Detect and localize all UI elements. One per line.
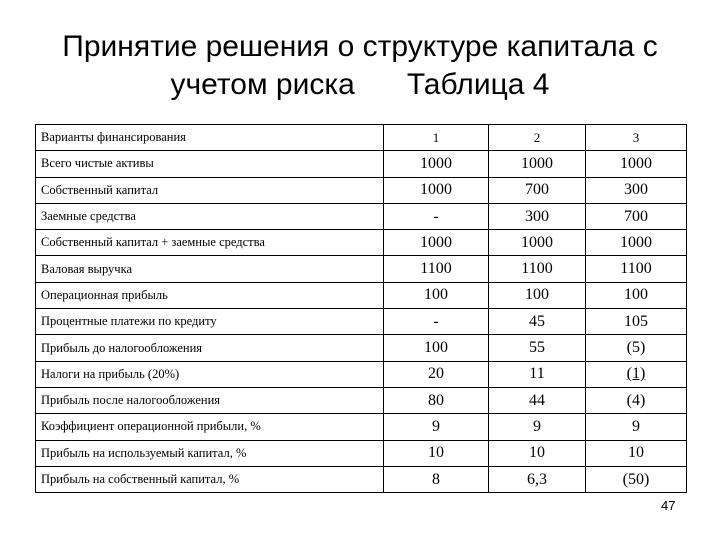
row-label: Прибыль на собственный капитал, % (36, 466, 384, 492)
table-row (36, 177, 687, 203)
cell-value: 6,3 (489, 466, 586, 492)
table-row (36, 361, 687, 387)
cell-value: 100 (489, 282, 586, 308)
row-label: Операционная прибыль (36, 282, 384, 308)
cell-value: 100 (586, 282, 687, 308)
row-label: Процентные платежи по кредиту (36, 309, 384, 335)
row-label: Прибыль после налогообложения (36, 387, 384, 413)
row-label: Коэффициент операционной прибыли, % (36, 414, 384, 440)
header-variant-1: 1 (384, 125, 489, 151)
row-label: Валовая выручка (36, 256, 384, 282)
table-header-row (36, 125, 687, 151)
cell-value: 105 (586, 309, 687, 335)
table-row (36, 466, 687, 492)
cell-value: 80 (384, 387, 489, 413)
row-label: Всего чистые активы (36, 151, 384, 177)
table-row (36, 440, 687, 466)
cell-value: 11 (489, 361, 586, 387)
cell-value: 10 (586, 440, 687, 466)
cell-value: 1000 (384, 177, 489, 203)
cell-value: (50) (586, 466, 687, 492)
row-label: Собственный капитал + заемные средства (36, 230, 384, 256)
capital-structure-table (35, 124, 687, 493)
header-variant-3: 3 (586, 125, 687, 151)
cell-value: 100 (384, 335, 489, 361)
cell-value: 9 (384, 414, 489, 440)
table-row (36, 335, 687, 361)
cell-value: 100 (384, 282, 489, 308)
cell-value: - (384, 309, 489, 335)
row-label: Прибыль на используемый капитал, % (36, 440, 384, 466)
cell-value: (1) (586, 361, 687, 387)
cell-value: 55 (489, 335, 586, 361)
cell-value: 700 (489, 177, 586, 203)
table-row (36, 414, 687, 440)
cell-value: 700 (586, 203, 687, 229)
header-label: Варианты финансирования (36, 125, 384, 151)
cell-value: 10 (384, 440, 489, 466)
row-label: Налоги на прибыль (20%) (36, 361, 384, 387)
cell-value: 10 (489, 440, 586, 466)
row-label: Прибыль до налогообложения (36, 335, 384, 361)
cell-value: 1000 (489, 230, 586, 256)
cell-value: - (384, 203, 489, 229)
cell-value: 20 (384, 361, 489, 387)
cell-value: 1100 (586, 256, 687, 282)
cell-value: 45 (489, 309, 586, 335)
cell-value: 1100 (489, 256, 586, 282)
page-number: 47 (661, 498, 676, 513)
title-line-1: Принятие решения о структуре капитала с (62, 30, 658, 63)
table-row (36, 387, 687, 413)
table-row (36, 256, 687, 282)
cell-value: 300 (586, 177, 687, 203)
cell-value: (4) (586, 387, 687, 413)
cell-value: 8 (384, 466, 489, 492)
cell-value: 44 (489, 387, 586, 413)
table-row (36, 203, 687, 229)
cell-value: 9 (586, 414, 687, 440)
row-label: Заемные средства (36, 203, 384, 229)
cell-value: 1000 (586, 151, 687, 177)
table-caption: Таблица 4 (406, 68, 550, 101)
cell-value: 9 (489, 414, 586, 440)
table-row (36, 230, 687, 256)
table-row (36, 282, 687, 308)
title-subject: учетом риска (170, 68, 355, 101)
row-label: Собственный капитал (36, 177, 384, 203)
cell-value: 1000 (384, 151, 489, 177)
cell-value: 1000 (384, 230, 489, 256)
title-line-2 (0, 66, 720, 104)
cell-value: 1000 (489, 151, 586, 177)
cell-value: 1100 (384, 256, 489, 282)
slide-title (0, 28, 720, 104)
table-row (36, 151, 687, 177)
cell-value: 1000 (586, 230, 687, 256)
table-row (36, 309, 687, 335)
cell-value: 300 (489, 203, 586, 229)
cell-value: (5) (586, 335, 687, 361)
header-variant-2: 2 (489, 125, 586, 151)
